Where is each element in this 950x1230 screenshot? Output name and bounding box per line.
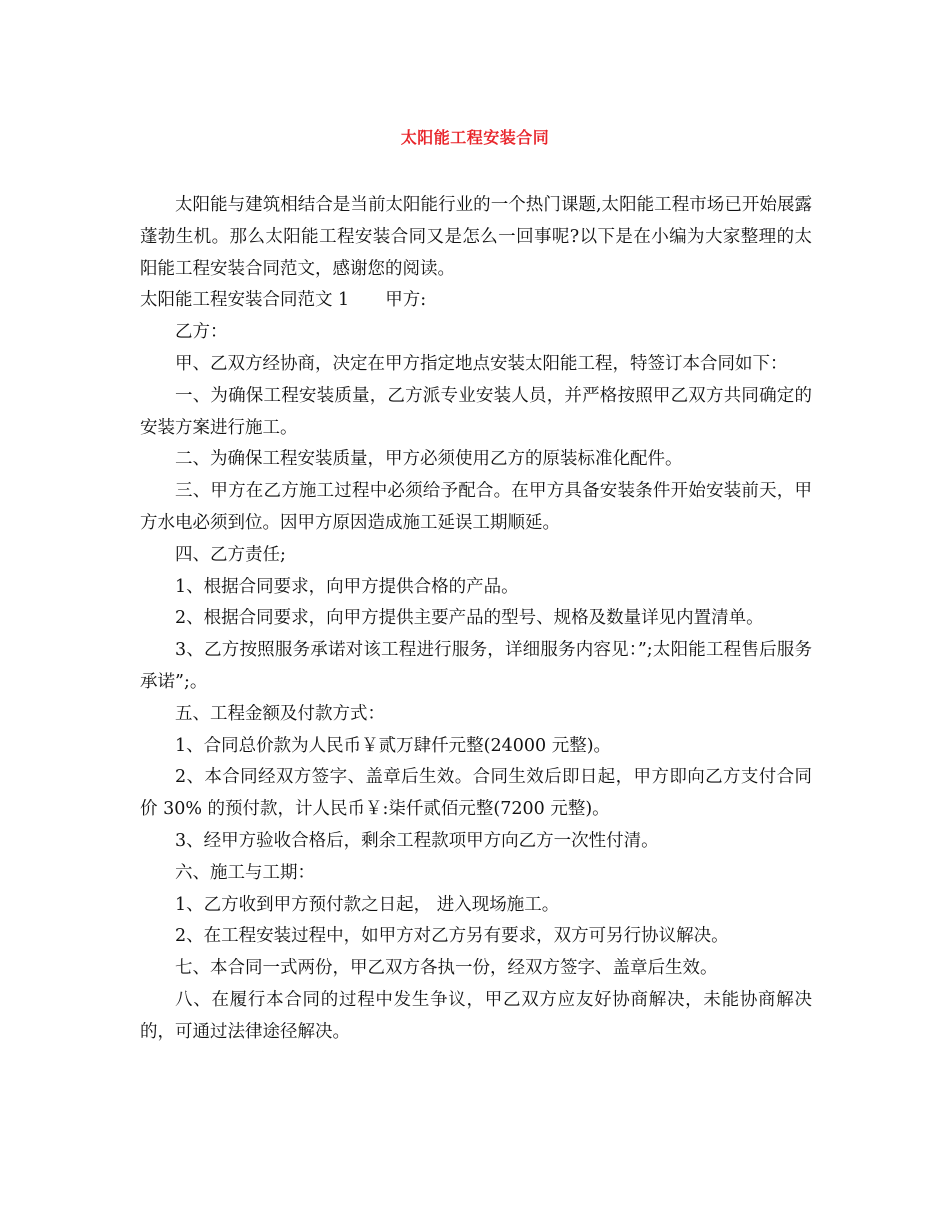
clause-paragraph: 2、在工程安装过程中，如甲方对乙方另有要求，双方可另行协议解决。 — [175, 926, 729, 947]
party-b-label: 乙方： — [175, 322, 228, 343]
clause-paragraph: 1、乙方收到甲方预付款之日起， 进入现场施工。 — [175, 894, 560, 915]
clause-paragraph: 六、施工与工期： — [175, 862, 315, 883]
document-title: 太阳能工程安装合同 — [400, 128, 550, 147]
clause-paragraph: 2、本合同经双方签字、盖章后生效。合同生效后即日起，甲方即向乙方支付合同价 30% 的预付款，计人民币￥:柒仟贰佰元整(7200 元整)。 — [140, 767, 812, 820]
clause-paragraph: 三、甲方在乙方施工过程中必须给予配合。在甲方具备安装条件开始安装前天，甲方水电必须到位。因甲方原因造成施工延误工期顺延。 — [140, 481, 812, 533]
clause-paragraph: 甲、乙双方经协商，决定在甲方指定地点安装太阳能工程，特签订本合同如下： — [175, 353, 788, 374]
sample-heading: 太阳能工程安装合同范文 1 — [140, 290, 350, 311]
sample-heading-line — [140, 285, 812, 317]
clause-paragraph: 一、为确保工程安装质量，乙方派专业安装人员，并严格按照甲乙双方共同确定的安装方案进行施工。 — [140, 385, 812, 438]
clause-paragraph: 1、合同总价款为人民币￥贰万肆仟元整(24000 元整)。 — [175, 735, 612, 756]
clause-paragraph: 八、在履行本合同的过程中发生争议，甲乙双方应友好协商解决，未能协商解决的，可通过法律途径解决。 — [140, 989, 812, 1042]
clause-paragraph: 二、为确保工程安装质量，甲方必须使用乙方的原装标准化配件。 — [175, 449, 683, 470]
document-body — [140, 190, 812, 1049]
clause-paragraph: 五、工程金额及付款方式： — [175, 703, 385, 724]
clause-paragraph: 1、根据合同要求，向甲方提供合格的产品。 — [175, 576, 519, 597]
clause-paragraph: 2、根据合同要求，向甲方提供主要产品的型号、规格及数量详见内置清单。 — [175, 608, 764, 629]
clause-paragraph: 四、乙方责任; — [175, 544, 286, 565]
intro-paragraph: 太阳能与建筑相结合是当前太阳能行业的一个热门课题,太阳能工程市场已开始展露蓬勃生机。那么太阳能工程安装合同又是怎么一回事呢?以下是在小编为大家整理的太阳能工程安装合同范文，感谢您的阅读。 — [140, 195, 812, 279]
clause-paragraph: 七、本合同一式两份，甲乙双方各执一份，经双方签字、盖章后生效。 — [175, 958, 718, 979]
clause-paragraph: 3、乙方按照服务承诺对该工程进行服务，详细服务内容见：”;太阳能工程售后服务承诺”;。 — [140, 640, 812, 692]
party-a-label: 甲方: — [385, 290, 427, 311]
clause-paragraph: 3、经甲方验收合格后，剩余工程款项甲方向乙方一次性付清。 — [175, 830, 659, 851]
